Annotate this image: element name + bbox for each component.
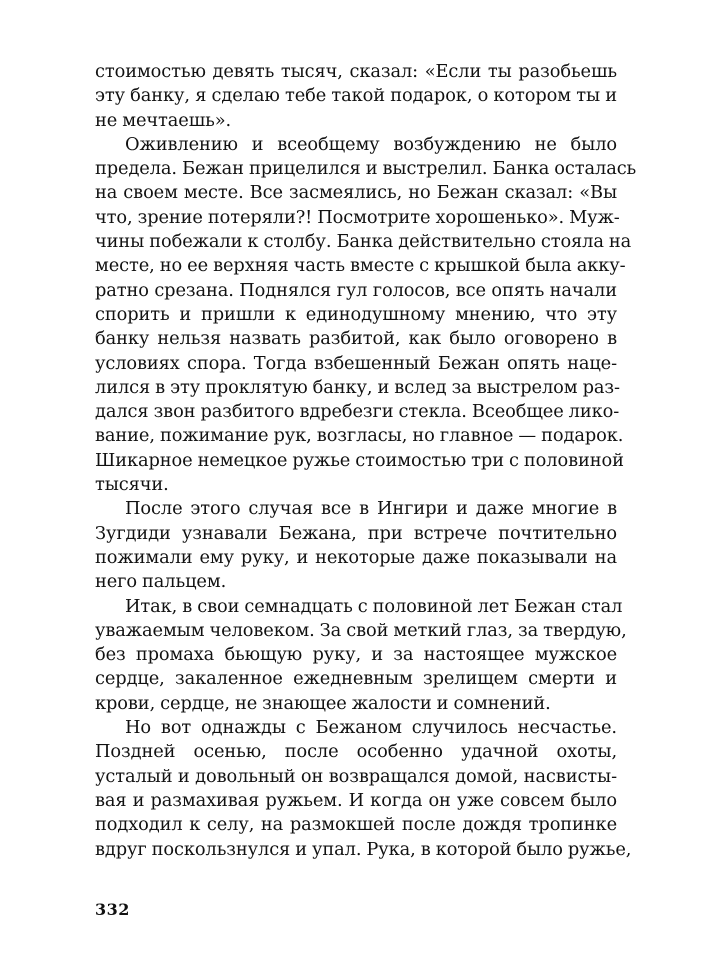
text-line: без промаха бьющую руку, и за настоящее мужское <box>95 644 617 666</box>
text-line: Оживлению и всеобщему возбуждению не было <box>125 133 617 155</box>
text-line: спорить и пришли к единодушному мнению, что эту <box>95 303 617 325</box>
text-line: усталый и довольный он возвращался домой, насвисты- <box>95 765 617 787</box>
text-line: месте, но ее верхняя часть вместе с крышкой была акку- <box>95 255 626 277</box>
text-line: что, зрение потеряли?! Посмотрите хорошенько». Муж- <box>95 206 620 228</box>
text-line: уважаемым человеком. За свой меткий глаз, за твердую, <box>95 619 627 641</box>
text-line: Зугдиди узнавали Бежана, при встрече почтительно <box>95 522 617 544</box>
text-line: вая и размахивая ружьем. И когда он уже совсем было <box>95 789 617 811</box>
page-number: 332 <box>95 900 130 919</box>
text-line: Итак, в свои семнадцать с половиной лет Бежан стал <box>125 595 623 617</box>
text-line: тысячи. <box>95 474 169 496</box>
text-line: вание, пожимание рук, возгласы, но главное — подарок. <box>95 425 624 447</box>
text-line: на своем месте. Все засмеялись, но Бежан сказал: «Вы <box>95 182 617 204</box>
text-line: пожимали ему руку, и некоторые даже показывали на <box>95 546 617 568</box>
text-line: ратно срезана. Поднялся гул голосов, все опять начали <box>95 279 617 301</box>
text-line: эту банку, я сделаю тебе такой подарок, о котором ты и <box>95 85 617 107</box>
text-line: чины побежали к столбу. Банка действительно стояла на <box>95 231 632 253</box>
text-line: Шикарное немецкое ружье стоимостью три с половиной <box>95 449 624 471</box>
text-line: не мечтаешь». <box>95 109 232 131</box>
text-line: крови, сердце, не знающее жалости и сомнений. <box>95 692 551 714</box>
text-line: подходил к селу, на размокшей после дождя тропинке <box>95 814 617 836</box>
text-line: сердце, закаленное ежедневным зрелищем смерти и <box>95 668 617 690</box>
text-line: стоимостью девять тысяч, сказал: «Если ты разобьешь <box>95 61 617 82</box>
text-line: предела. Бежан прицелился и выстрелил. Банка осталась <box>95 158 637 180</box>
text-line: Поздней осенью, после особенно удачной охоты, <box>95 741 617 763</box>
page-body <box>95 60 637 862</box>
text-line: Но вот однажды с Бежаном случилось несчастье. <box>125 717 617 739</box>
text-line: дался звон разбитого вдребезги стекла. Всеобщее лико- <box>95 401 620 423</box>
text-line: условиях спора. Тогда взбешенный Бежан опять наце- <box>95 352 617 374</box>
text-line: него пальцем. <box>95 571 227 593</box>
text-line: После этого случая все в Ингири и даже многие в <box>125 498 617 520</box>
text-line: вдруг поскользнулся и упал. Рука, в которой было ружье, <box>95 838 632 860</box>
text-line: лился в эту проклятую банку, и вслед за выстрелом раз- <box>95 376 620 398</box>
text-line: банку нельзя назвать разбитой, как было оговорено в <box>95 328 617 350</box>
